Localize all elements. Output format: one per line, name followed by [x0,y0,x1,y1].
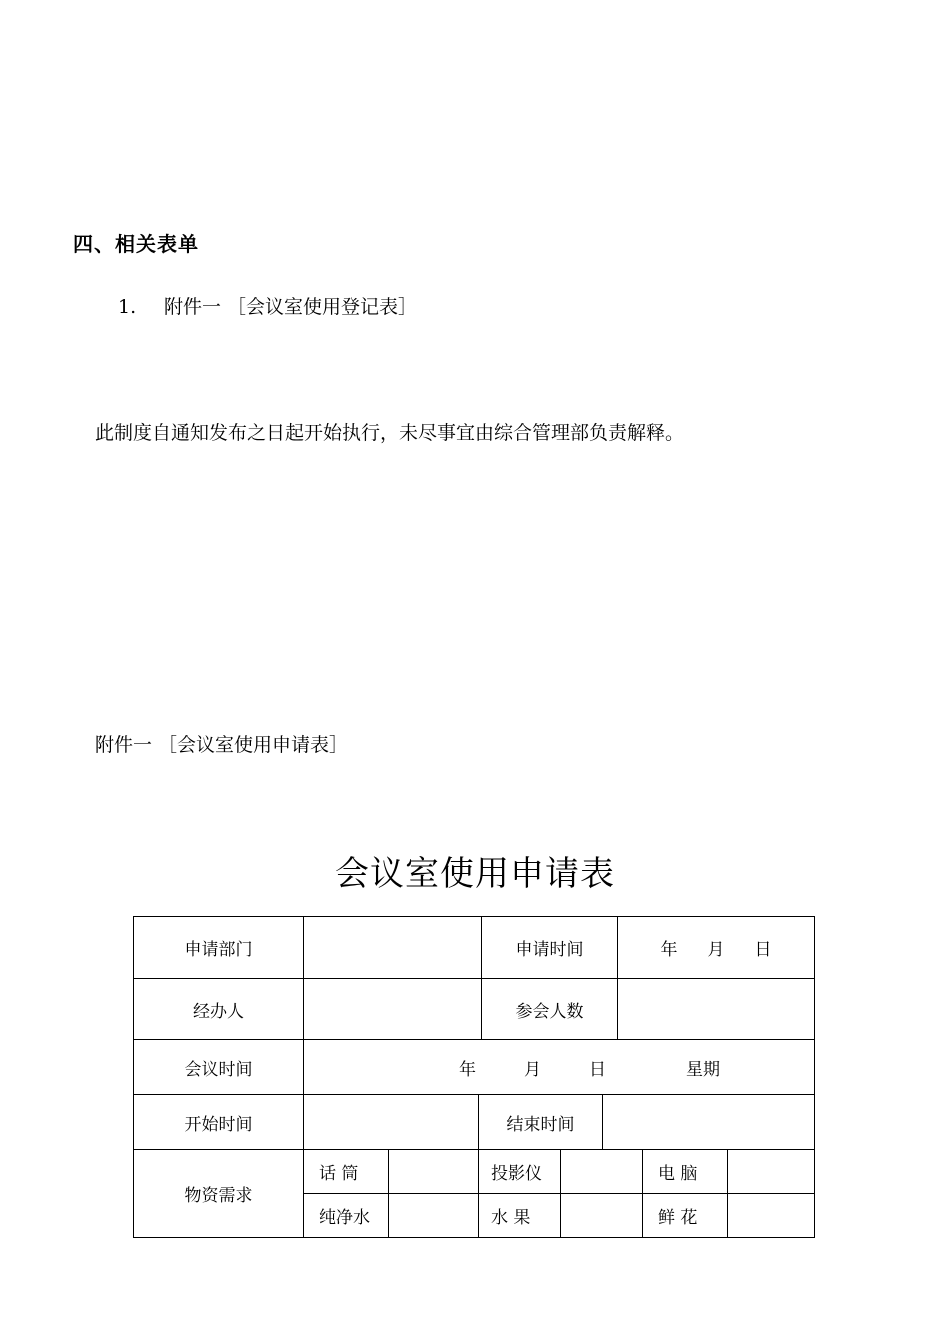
apply-day-label: 日 [754,940,772,960]
effective-paragraph: 此制度自通知发布之日起开始执行，未尽事宜由综合管理部负责解释。 [95,422,685,444]
label-end-time: 结束时间 [479,1095,603,1150]
application-form-table [133,916,815,1238]
label-supplies: 物资需求 [134,1150,304,1237]
label-start-time: 开始时间 [134,1095,304,1150]
list-item-attachment [118,292,417,319]
dept-input-cell[interactable] [304,917,482,979]
label-meeting-time: 会议时间 [134,1040,304,1095]
supply-computer-label: 电 脑 [643,1150,728,1194]
form-title: 会议室使用申请表 [335,854,615,894]
list-item-number: 1. [118,296,137,318]
apply-month-label: 月 [707,940,725,960]
attendees-input-cell[interactable] [618,979,814,1040]
apply-year-label: 年 [660,940,678,960]
meeting-day-label: 日 [589,1059,606,1080]
supply-water-label: 纯净水 [304,1194,389,1237]
supply-flowers-input[interactable] [728,1194,814,1237]
list-item-text: 附件一 ［会议室使用登记表］ [164,296,418,318]
apply-date-cell[interactable] [618,917,814,979]
supply-microphone-input[interactable] [389,1150,479,1194]
label-dept: 申请部门 [134,917,304,979]
start-time-input-cell[interactable] [304,1095,479,1150]
label-attendees: 参会人数 [482,979,618,1040]
section-heading: 四、相关表单 [73,232,199,256]
supply-flowers-label: 鲜 花 [643,1194,728,1237]
annex-caption: 附件一 ［会议室使用申请表］ [95,734,349,756]
meeting-month-label: 月 [524,1059,541,1080]
meeting-time-cell[interactable] [304,1040,814,1095]
meeting-weekday-label: 星期 [686,1059,720,1080]
handler-input-cell[interactable] [304,979,482,1040]
supply-computer-input[interactable] [728,1150,814,1194]
supply-fruit-label: 水 果 [479,1194,561,1237]
supply-projector-input[interactable] [561,1150,643,1194]
meeting-year-label: 年 [459,1059,476,1080]
label-handler: 经办人 [134,979,304,1040]
supply-microphone-label: 话 筒 [304,1150,389,1194]
supply-fruit-input[interactable] [561,1194,643,1237]
supply-water-input[interactable] [389,1194,479,1237]
end-time-input-cell[interactable] [603,1095,814,1150]
supply-projector-label: 投影仪 [479,1150,561,1194]
label-apply-time: 申请时间 [482,917,618,979]
